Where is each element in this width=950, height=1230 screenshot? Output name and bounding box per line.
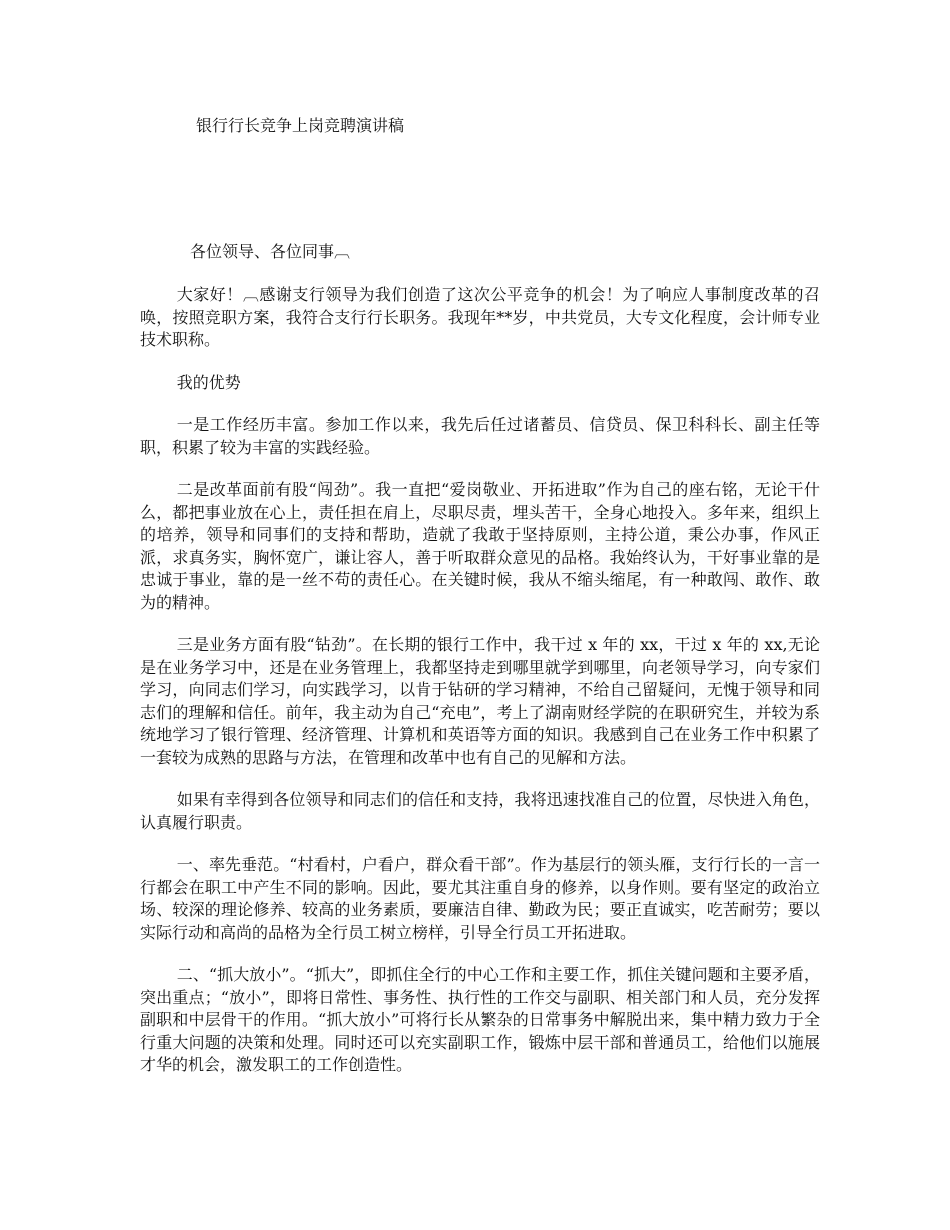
document-title: 银行行长竞争上岗竞聘演讲稿: [196, 116, 405, 135]
paragraph-strength-3: 三是业务方面有股“钻劲”。在长期的银行工作中，我干过 x 年的 xx，干过 x 年的 xx,无论是在业务学习中，还是在业务管理上，我都坚持走到哪里就学到哪里，向老领导学习，向专家们学习，向同志们学习，向实践学习，以肯于钻研的学习精神，不给自己留疑问，无愧于领导和同志们的理解和信任。前年，我主动为自己“充电”，考上了湖南财经学院的在职研究生，并较为系统地学习了银行管理、经济管理、计算机和英语等方面的知识。我感到自己在业务工作中积累了一套较为成熟的思路与方法，在管理和改革中也有自己的见解和方法。: [140, 635, 820, 767]
paragraph-strength-2: 二是改革面前有股“闯劲”。我一直把“爱岗敬业、开拓进取”作为自己的座右铭，无论干什么，都把事业放在心上，责任担在肩上，尽职尽责，埋头苦干，全身心地投入。多年来，组织上的培养，领导和同事们的支持和帮助，造就了我敢于坚持原则，主持公道，秉公办事，作风正派，求真务实，胸怀宽广，谦让容人，善于听取群众意见的品格。我始终认为，干好事业靠的是忠诚于事业，靠的是一丝不苟的责任心。在关键时候，我从不缩头缩尾，有一种敢闯、敢作、敢为的精神。: [140, 480, 820, 612]
paragraph-commitment: 如果有幸得到各位领导和同志们的信任和支持，我将迅速找准自己的位置，尽快进入角色，认真履行职责。: [140, 790, 820, 832]
paragraph-strengths-heading: 我的优势: [176, 372, 241, 392]
paragraph-plan-2: 二、“抓大放小”。“抓大”，即抓住全行的中心工作和主要工作，抓住关键问题和主要矛盾，突出重点；“放小”，即将日常性、事务性、执行性的工作交与副职、相关部门和人员，充分发挥副职和中层骨干的作用。“抓大放小”可将行长从繁杂的日常事务中解脱出来，集中精力致力于全行重大问题的决策和处理。同时还可以充实副职工作，锻炼中层干部和普通员工，给他们以施展才华的机会，激发职工的工作创造性。: [140, 965, 820, 1074]
paragraph-plan-1: 一、率先垂范。“村看村，户看户，群众看干部”。作为基层行的领头雁，支行行长的一言一行都会在职工中产生不同的影响。因此，要尤其注重自身的修养，以身作则。要有坚定的政治立场、较深的理论修养、较高的业务素质，要廉洁自律、勤政为民；要正直诚实，吃苦耐劳；要以实际行动和高尚的品格为全行员工树立榜样，引导全行员工开拓进取。: [140, 855, 820, 942]
paragraph-opening: 大家好！︹感谢支行领导为我们创造了这次公平竞争的机会！为了响应人事制度改革的召唤，按照竞职方案，我符合支行行长职务。我现年**岁，中共党员，大专文化程度，会计师专业技术职称。: [140, 285, 820, 349]
greeting-line: 各位领导、各位同事︹: [190, 242, 351, 261]
document-body: [140, 284, 820, 1097]
paragraph-strength-1: 一是工作经历丰富。参加工作以来，我先后任过诸蓄员、信贷员、保卫科科长、副主任等职，积累了较为丰富的实践经验。: [140, 415, 820, 457]
